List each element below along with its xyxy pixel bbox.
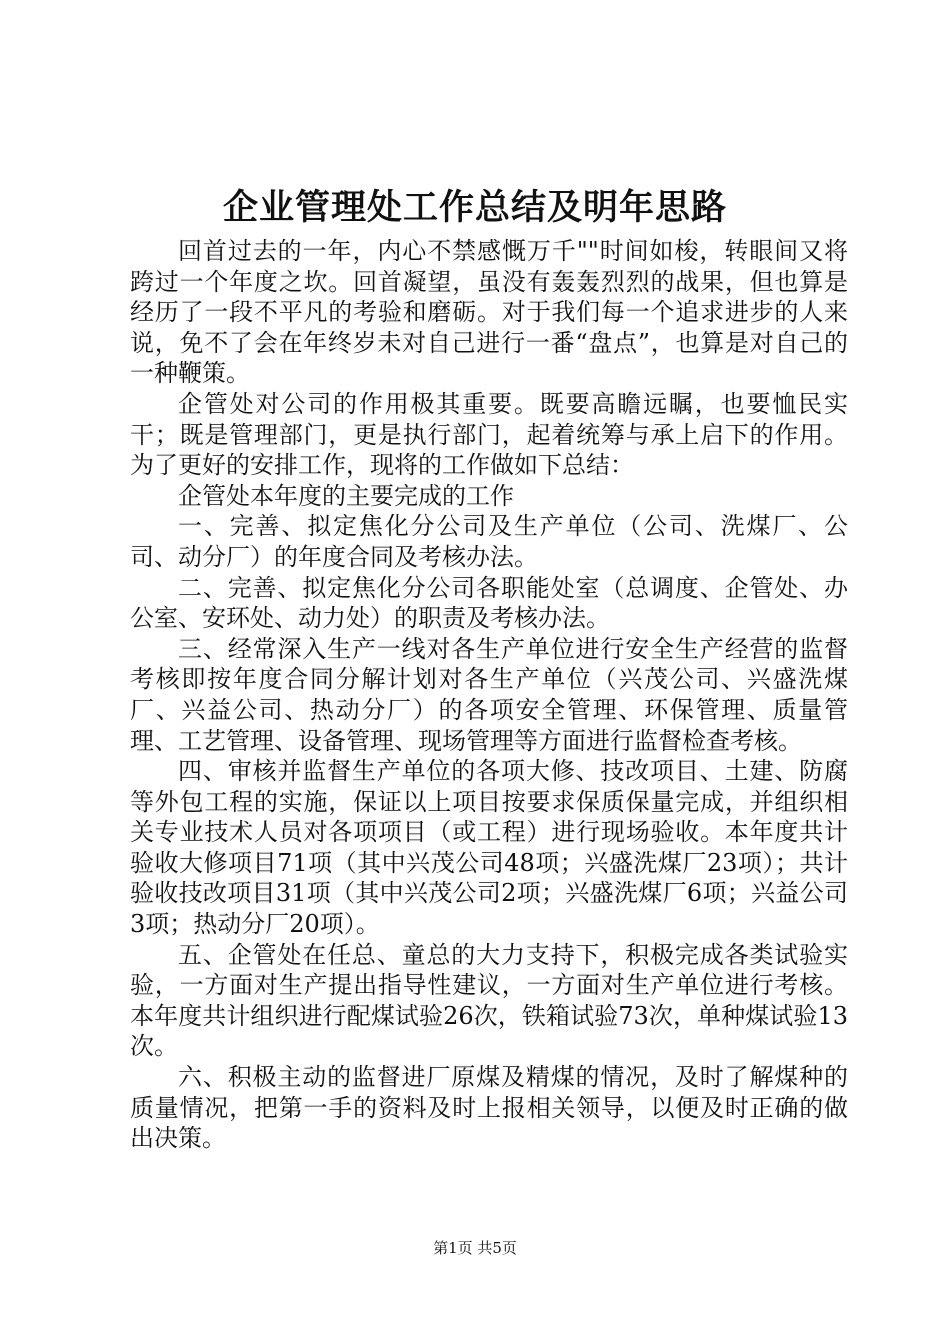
paragraph-item-4: 四、审核并监督生产单位的各项大修、技改项目、土建、防腐等外包工程的实施，保证以上项目按要求保质保量完成，并组织相关专业技术人员对各项项目（或工程）进行现场验收。本年度共计验收大修项目71项（其中兴茂公司48项；兴盛洗煤厂23项）；共计验收技改项目31项（其中兴茂公司2项；兴盛洗煤厂6项；兴益公司3项；热动分厂20项）。 bbox=[130, 757, 848, 939]
paragraph-item-5: 五、企管处在任总、童总的大力支持下，积极完成各类试验实验，一方面对生产提出指导性建议，一方面对生产单位进行考核。本年度共计组织进行配煤试验26次，铁箱试验73次，单种煤试验13次。 bbox=[130, 940, 848, 1061]
paragraph-item-6: 六、积极主动的监督进厂原煤及精煤的情况，及时了解煤种的质量情况，把第一手的资料及时上报相关领导，以便及时正确的做出决策。 bbox=[130, 1063, 848, 1153]
document-body bbox=[130, 236, 848, 1154]
paragraph-item-1: 一、完善、拟定焦化分公司及生产单位（公司、洗煤厂、公司、动分厂）的年度合同及考核办法。 bbox=[130, 512, 848, 571]
document-title: 企业管理处工作总结及明年思路 bbox=[222, 187, 727, 228]
paragraph-item-2: 二、完善、拟定焦化分公司各职能处室（总调度、企管处、办公室、安环处、动力处）的职责及考核办法。 bbox=[130, 573, 848, 633]
paragraph-item-3: 三、经常深入生产一线对各生产单位进行安全生产经营的监督考核即按年度合同分解计划对各生产单位（兴茂公司、兴盛洗煤厂、兴益公司、热动分厂）的各项安全管理、环保管理、质量管理、工艺管理、设备管理、现场管理等方面进行监督检查考核。 bbox=[130, 634, 848, 755]
paragraph-role: 企管处对公司的作用极其重要。既要高瞻远瞩，也要恤民实干；既是管理部门，更是执行部门，起着统筹与承上启下的作用。为了更好的安排工作，现将的工作做如下总结： bbox=[130, 389, 848, 480]
section-heading: 企管处本年度的主要完成的工作 bbox=[178, 481, 514, 510]
paragraph-intro: 回首过去的一年，内心不禁感慨万千""时间如梭，转眼间又将跨过一个年度之坎。回首凝望，虽没有轰轰烈烈的战果，但也算是经历了一段不平凡的考验和磨砺。对于我们每一个追求进步的人来说，免不了会在年终岁未对自己进行一番“盘点”，也算是对自己的一种鞭策。 bbox=[130, 237, 848, 388]
page-footer: 第1页 共5页 bbox=[433, 1239, 517, 1257]
